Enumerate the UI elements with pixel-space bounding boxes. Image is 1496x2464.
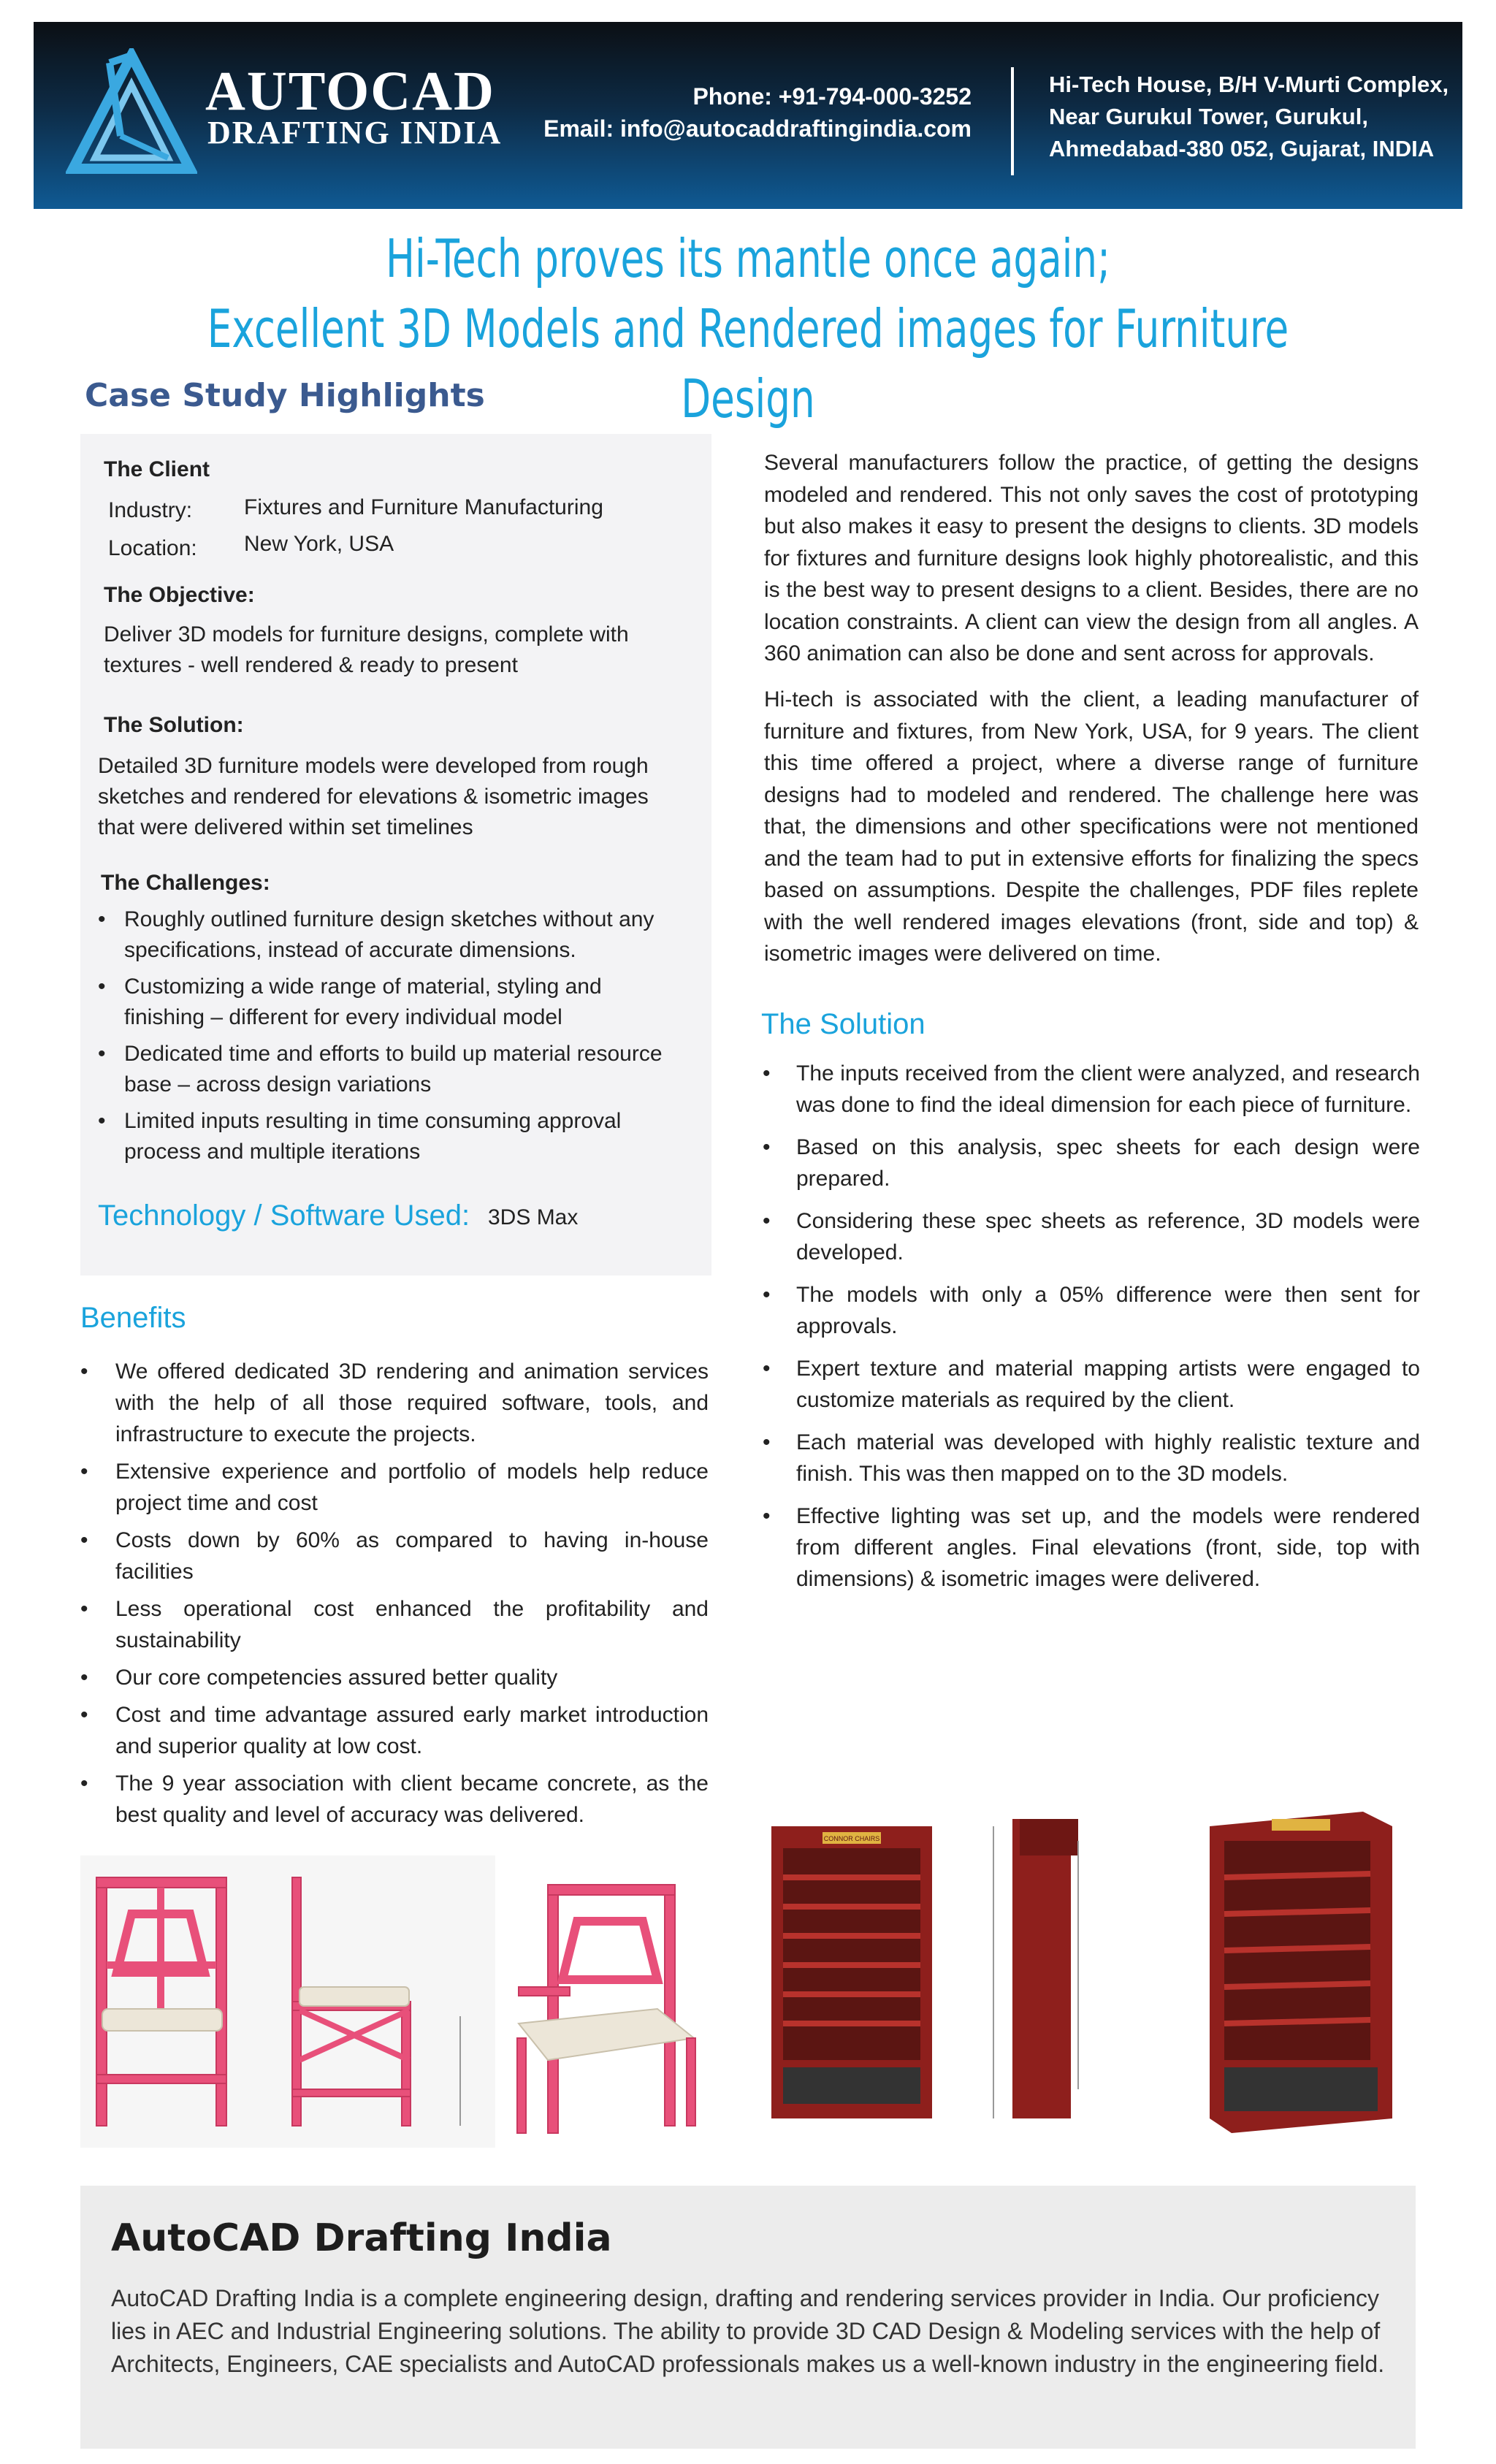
email-text[interactable]: Email: info@autocaddraftingindia.com [543,115,972,142]
objective-line-1: Deliver 3D models for furniture designs, complete with [104,622,629,646]
list-item: • Costs down by 60% as compared to having in-house facilities [80,1525,709,1587]
address-line-3: Ahmedabad-380 052, Gujarat, INDIA [1049,136,1435,161]
intro-paragraph-1: Several manufacturers follow the practice, of getting the designs modeled and rendered. This not only saves the cost of prototyping but also makes it easy to present the designs to clients. 3D models for fixtures and furniture designs look highly photorealistic, and this is the best way to present designs to a client. Besides, there are no location constraints. A client can view the design from all angles. A 360 animation can also be done and sent across for approvals. [764,451,1419,665]
header-divider [1011,67,1014,175]
solution-summary-line-3: that were delivered within set timelines [98,815,473,839]
cabinet-isometric-view-image [1180,1797,1421,2148]
address-block [1049,69,1449,165]
cabinet-front-view-image [771,1826,932,2118]
highlights-panel [80,434,711,1275]
list-item: • The inputs received from the client were analyzed, and research was done to find the ideal dimension for each piece of furniture. [760,1058,1420,1121]
objective-line-2: textures - well rendered & ready to present [104,653,518,677]
location-label: Location: [108,536,197,560]
list-item: • Based on this analysis, spec sheets for each design were prepared. [760,1132,1420,1194]
company-footer [80,2186,1416,2449]
cabinet-renderings-image [764,1797,1421,2148]
phone-text[interactable]: Phone: +91-794-000-3252 [692,83,972,110]
page-header [34,22,1462,209]
list-item: • Expert texture and material mapping artists were engaged to customize materials as required by the client. [760,1353,1420,1416]
chair-renderings-image [80,1855,709,2148]
list-item: • The 9 year association with client became concrete, as the best quality and level of accuracy was delivered. [80,1768,709,1831]
footer-description: AutoCAD Drafting India is a complete engineering design, drafting and rendering services provider in India. Our proficiency lies in AEC and Industrial Engineering solutions. The ability to provide 3D CAD Design & Modeling services with the help of Architects, Engineers, CAE specialists and AutoCAD professionals makes us a well-known industry in the engineering field. [111,2285,1385,2377]
page-title-line-1: Hi-Tech proves its mantle once again; [386,228,1110,289]
technology-value: 3DS Max [488,1205,579,1229]
list-item: • Effective lighting was set up, and the models were rendered from different angles. Final elevations (front, side, top with dimensions) & isometric images were delivered. [760,1500,1420,1595]
industry-label: Industry: [108,498,193,522]
benefits-list [80,1356,709,1836]
list-item: • Limited inputs resulting in time consuming approval process and multiple iterations [98,1106,682,1167]
logo-subtitle: DRAFTING INDIA [207,115,503,150]
footer-title: AutoCAD Drafting India [111,2216,612,2260]
intro-paragraph-2: Hi-tech is associated with the client, a leading manufacturer of furniture and fixtures, from New York, USA, for 9 years. The client this time offered a project, where a diverse range of furniture designs had to modeled and rendered. The challenge here was that, the dimensions and other specifications were not mentioned and the team had to put in extensive efforts for finalizing the specs based on assumptions. Despite the challenges, PDF files replete with the well rendered images elevations (front, side and top) & isometric images were delivered on time. [764,687,1419,966]
list-item: • Customizing a wide range of material, styling and finishing – different for every individual model [98,972,682,1033]
list-item: • Cost and time advantage assured early market introduction and superior quality at low cost. [80,1699,709,1762]
location-value: New York, USA [244,532,394,556]
case-study-heading: Case Study Highlights [85,377,485,414]
list-item: • Less operational cost enhanced the profitability and sustainability [80,1593,709,1656]
solution-heading: The Solution [761,1008,926,1040]
svg-text:CONNOR CHAIRS: CONNOR CHAIRS [823,1835,880,1842]
list-item: • Dedicated time and efforts to build up material resource base – across design variations [98,1039,682,1100]
list-item: • We offered dedicated 3D rendering and animation services with the help of all those required software, tools, and infrastructure to execute the projects. [80,1356,709,1450]
benefits-heading: Benefits [80,1302,186,1334]
solution-summary-heading: The Solution: [104,713,244,737]
client-heading: The Client [104,457,210,481]
challenges-list [98,904,682,1173]
industry-value: Fixtures and Furniture Manufacturing [244,495,603,519]
solution-summary-line-1: Detailed 3D furniture models were developed from rough [98,754,649,778]
logo-title: AUTOCAD [205,61,495,122]
contact-block [543,80,972,145]
page-title-line-2: Excellent 3D Models and Rendered images for Furniture Design [207,298,1289,430]
list-item: • Extensive experience and portfolio of models help reduce project time and cost [80,1456,709,1519]
objective-heading: The Objective: [104,583,255,607]
autocad-logo-icon [66,48,197,180]
list-item: • Each material was developed with highly realistic texture and finish. This was then mapped on to the 3D models. [760,1427,1420,1490]
address-line-2: Near Gurukul Tower, Gurukul, [1049,104,1368,129]
cabinet-sign-badge-iso [1272,1819,1330,1831]
list-item: • Considering these spec sheets as reference, 3D models were developed. [760,1205,1420,1268]
chair-isometric-view-image [495,1855,709,2148]
technology-label: Technology / Software Used: [98,1199,470,1232]
list-item: • Our core competencies assured better quality [80,1662,709,1693]
list-item: • Roughly outlined furniture design sketches without any specifications, instead of accurate dimensions. [98,904,682,966]
address-line-1: Hi-Tech House, B/H V-Murti Complex, [1049,72,1449,97]
challenges-heading: The Challenges: [101,871,270,895]
solution-summary-line-2: sketches and rendered for elevations & isometric images [98,785,649,809]
list-item: • The models with only a 05% difference were then sent for approvals. [760,1279,1420,1342]
solution-list [760,1058,1420,1606]
